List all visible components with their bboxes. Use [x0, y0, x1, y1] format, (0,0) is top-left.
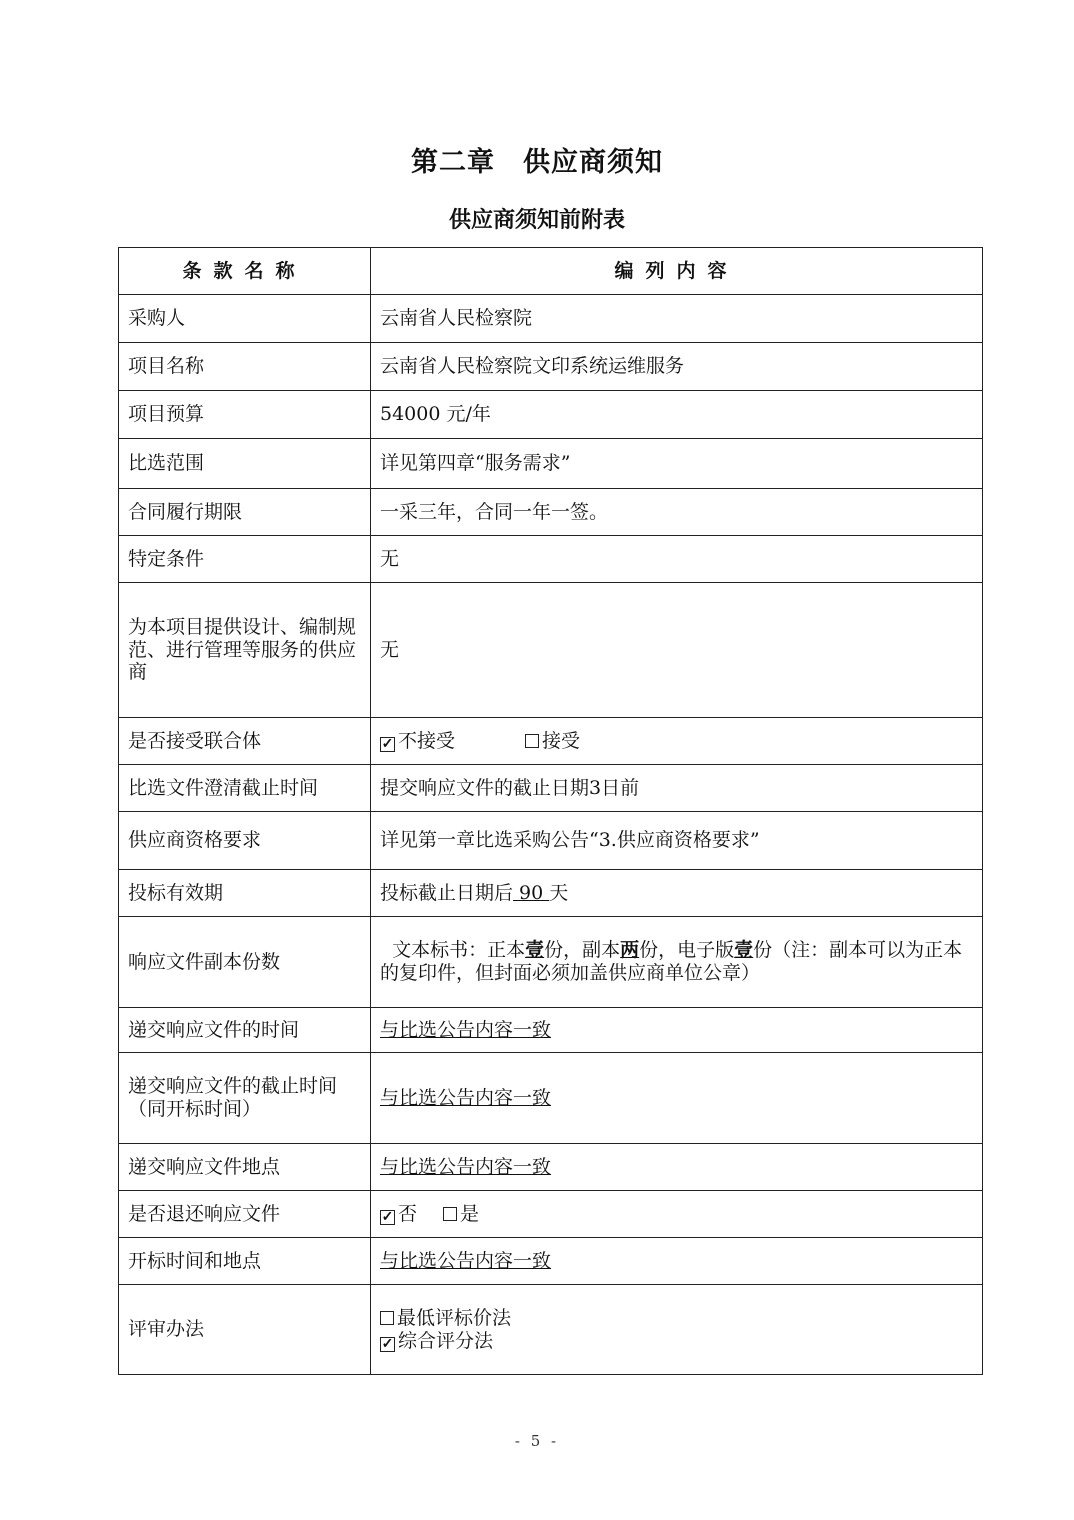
table-row	[119, 391, 983, 439]
table-row	[119, 1144, 983, 1191]
validity-value	[371, 870, 983, 917]
copies-text: 份，电子版	[639, 939, 735, 962]
original-count: 壹	[525, 939, 545, 962]
table-row	[119, 765, 983, 812]
option-label: 是	[460, 1202, 480, 1225]
table-row	[119, 718, 983, 765]
row-value: 云南省人民检察院文印系统运维服务	[371, 343, 983, 391]
table-title: 供应商须知前附表	[448, 208, 625, 233]
row-label: 递交响应文件的时间	[119, 1008, 371, 1053]
unchecked-box-icon	[443, 1207, 457, 1221]
evaluation-option	[380, 1330, 973, 1353]
row-value: 云南省人民检察院	[371, 295, 983, 343]
unchecked-box-icon	[525, 734, 539, 748]
header-clause-name: 条款名称	[119, 248, 371, 295]
row-label: 比选范围	[119, 439, 371, 489]
row-label: 供应商资格要求	[119, 812, 371, 870]
row-label: 递交响应文件地点	[119, 1144, 371, 1191]
row-label: 递交响应文件的截止时间（同开标时间）	[119, 1053, 371, 1144]
row-label: 开标时间和地点	[119, 1238, 371, 1285]
row-value: 无	[371, 583, 983, 718]
row-label: 特定条件	[119, 536, 371, 583]
evaluation-options	[371, 1285, 983, 1375]
table-row	[119, 489, 983, 536]
row-value: 与比选公告内容一致	[371, 1053, 983, 1144]
table-row	[119, 812, 983, 870]
row-label: 是否退还响应文件	[119, 1191, 371, 1238]
row-value: 与比选公告内容一致	[371, 1144, 983, 1191]
row-value: 详见第一章比选采购公告“3.供应商资格要求”	[371, 812, 983, 870]
electronic-count: 壹	[734, 939, 754, 962]
validity-days: 90	[513, 881, 550, 904]
row-value: 详见第四章“服务需求”	[371, 439, 983, 489]
row-value: 与比选公告内容一致	[371, 1008, 983, 1053]
row-label: 是否接受联合体	[119, 718, 371, 765]
validity-prefix: 投标截止日期后	[380, 881, 514, 904]
table-row	[119, 1053, 983, 1144]
validity-suffix: 天	[549, 881, 569, 904]
row-label: 评审办法	[119, 1285, 371, 1375]
return-options	[371, 1191, 983, 1238]
table-row	[119, 917, 983, 1008]
copies-text: 份，副本	[544, 939, 621, 962]
table-row	[119, 1191, 983, 1238]
row-value: 无	[371, 536, 983, 583]
table-row	[119, 295, 983, 343]
row-value: 提交响应文件的截止日期3日前	[371, 765, 983, 812]
table-row	[119, 583, 983, 718]
table-row	[119, 870, 983, 917]
row-label: 比选文件澄清截止时间	[119, 765, 371, 812]
option-label: 不接受	[398, 729, 456, 752]
copies-text: 文本标书：正本	[380, 939, 526, 962]
table-row	[119, 343, 983, 391]
checked-box-icon: ✓	[381, 1335, 394, 1352]
consortium-options	[371, 718, 983, 765]
table-row	[119, 1008, 983, 1053]
row-label: 响应文件副本份数	[119, 917, 371, 1008]
option-label: 否	[398, 1202, 418, 1225]
row-value: 一采三年，合同一年一签。	[371, 489, 983, 536]
row-value: 与比选公告内容一致	[371, 1238, 983, 1285]
page-number: - 5 -	[514, 1432, 560, 1450]
checked-box-icon: ✓	[381, 735, 394, 752]
row-label: 采购人	[119, 295, 371, 343]
attachment-table	[118, 247, 983, 1375]
table-header-row	[119, 248, 983, 295]
option-label: 接受	[542, 729, 581, 752]
copies-count: 两	[620, 939, 640, 962]
row-label: 投标有效期	[119, 870, 371, 917]
copies-value	[371, 917, 983, 1008]
copies-text: 份（注：副本可以为正本的复印件，但封面必须加盖供应商单位公章）	[380, 939, 963, 984]
unchecked-box-icon	[380, 1311, 394, 1325]
header-content: 编列内容	[371, 248, 983, 295]
table-row	[119, 1285, 983, 1375]
row-label: 项目名称	[119, 343, 371, 391]
row-label: 为本项目提供设计、编制规范、进行管理等服务的供应商	[119, 583, 371, 718]
table-row	[119, 439, 983, 489]
option-label: 综合评分法	[398, 1329, 494, 1352]
row-value: 54000 元/年	[371, 391, 983, 439]
row-label: 项目预算	[119, 391, 371, 439]
evaluation-option	[380, 1307, 973, 1330]
chapter-title: 第二章 供应商须知	[411, 147, 663, 178]
option-label: 最低评标价法	[397, 1306, 512, 1329]
checked-box-icon: ✓	[381, 1208, 394, 1225]
table-row	[119, 536, 983, 583]
table-row	[119, 1238, 983, 1285]
row-label: 合同履行期限	[119, 489, 371, 536]
